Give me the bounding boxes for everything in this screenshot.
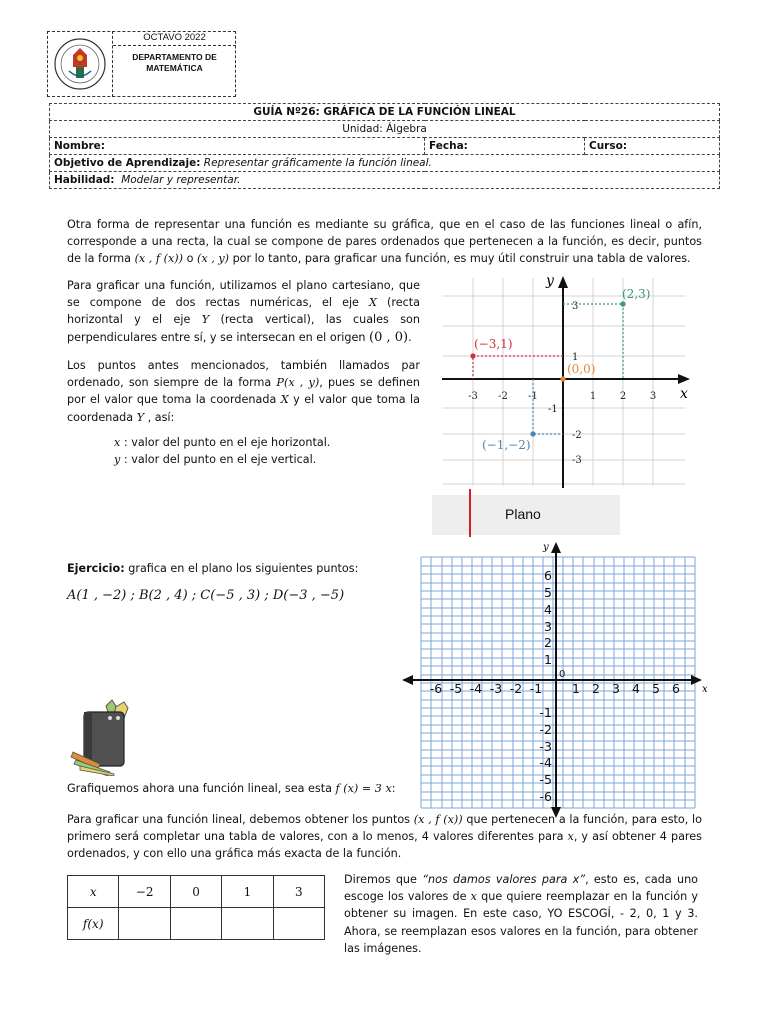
values-table-cell: x xyxy=(68,876,119,908)
p3-math-point: P(x , y) xyxy=(276,376,320,390)
choose-values-paragraph xyxy=(344,871,698,957)
values-table-cell: 3 xyxy=(273,876,324,908)
p1-text-c: por lo tanto, para graficar una función, es muy útil construir una tabla de valores. xyxy=(229,252,691,266)
p4-x: x xyxy=(567,830,574,844)
p2-origin: (0 , 0) xyxy=(369,329,409,345)
values-table-input-cell[interactable] xyxy=(273,908,324,940)
values-table xyxy=(67,875,325,940)
example-y-tick: -3 xyxy=(572,455,582,466)
exercise-y-tick: 3 xyxy=(544,619,552,634)
notebook-pencils-icon xyxy=(70,698,142,776)
year-label: OCTAVO 2022 xyxy=(113,31,236,46)
p2-text-c: (recta vertical), las cuales son perpendiculares entre sí, y se intersecan en el origen xyxy=(67,313,420,344)
def-x-var: x xyxy=(114,436,121,449)
exercise-y-tick: -5 xyxy=(539,772,552,787)
p1-text-a: Otra forma de representar una función es mediante su gráfica, que en el caso de las funciones lineal o afín, corresponde a una recta, la cual se compone de pares ordenados que pertenecen a la función, es decir, puntos de la forma xyxy=(67,218,702,266)
graf-text-a: Grafiquemos ahora una función lineal, sea esta xyxy=(67,782,336,795)
exercise-y-tick: -2 xyxy=(539,722,552,737)
exercise-origin-label: 0 xyxy=(559,669,566,680)
exercise-x-tick: 2 xyxy=(592,681,600,696)
p4-text-a: Para graficar una función lineal, debemos obtener los puntos xyxy=(67,813,414,826)
values-table-input-cell[interactable] xyxy=(222,908,273,940)
example-x-tick: 3 xyxy=(649,391,657,402)
exercise-x-tick: -5 xyxy=(449,681,463,696)
exercise-y-tick: 4 xyxy=(544,602,552,617)
function-intro xyxy=(67,782,396,795)
exercise-x-tick: -6 xyxy=(429,681,443,696)
example-x-label: x xyxy=(680,386,688,402)
name-field[interactable]: Nombre: xyxy=(50,138,425,155)
exercise-y-tick: 5 xyxy=(544,585,552,600)
p2-text-a: Para graficar una función, utilizamos el plano cartesiano, que se compone de dos rectas numéricas, el eje xyxy=(67,279,420,310)
exercise-y-tick: 6 xyxy=(544,568,552,583)
ordered-pair-paragraph xyxy=(67,357,420,426)
values-table-cell: 1 xyxy=(222,876,273,908)
p3-x: X xyxy=(280,393,289,407)
values-table-cell: 0 xyxy=(170,876,221,908)
unit-label: Unidad: Álgebra xyxy=(50,121,720,138)
exercise-x-tick: 3 xyxy=(612,681,620,696)
p5-text-b: , esto es, cada uno escoge los valores de xyxy=(344,873,699,904)
graf-text-b: : xyxy=(391,782,396,795)
example-y-label: y xyxy=(546,273,554,289)
p1-text-b: o xyxy=(183,252,197,266)
department-label: DEPARTAMENTO DE MATEMÁTICA xyxy=(132,52,217,73)
exercise-x-tick: -3 xyxy=(489,681,503,696)
p3-text-c: y el valor que toma la coordenada xyxy=(67,393,420,424)
date-field[interactable]: Fecha: xyxy=(425,138,585,155)
p5-text-c: que quiere reemplazar en la función y obtener su imagen. En este caso, YO ESCOGÍ, - 2, 0, 1 y 3. Ahora, se reemplazan esos valores en la función, para obtener las imágenes. xyxy=(344,890,698,955)
def-x-line xyxy=(114,436,330,449)
exercise-x-tick: -1 xyxy=(529,681,543,696)
example-y-tick: 1 xyxy=(572,352,579,363)
exercise-instruction xyxy=(67,562,358,575)
exercise-label: Ejercicio: xyxy=(67,562,125,575)
example-point xyxy=(560,376,565,381)
exercise-y-tick: 2 xyxy=(544,635,552,650)
x-arrow-icon xyxy=(678,374,690,384)
exercise-x-tick: -2 xyxy=(509,681,523,696)
p4-text-b: que pertenecen a la función, para esto, lo primero será completar una tabla de valores, con a lo menos, 4 valores diferentes para xyxy=(67,813,702,844)
values-table-input-cell[interactable] xyxy=(119,908,170,940)
school-logo xyxy=(47,31,113,97)
exercise-y-label: y xyxy=(543,542,549,553)
p3-text-a: Los puntos antes mencionados, también llamados par ordenado, son siempre de la forma xyxy=(67,359,420,390)
example-point-label: (−3,1) xyxy=(474,337,513,351)
def-x-text: : valor del punto en el eje horizontal. xyxy=(120,436,331,449)
example-x-tick: 2 xyxy=(619,391,627,402)
p4-text-c: , y así obtener 4 pares ordenados, y con ello una gráfica más exacta de la función. xyxy=(67,830,702,861)
exercise-y-tick: -3 xyxy=(539,739,552,754)
y-arrow-icon xyxy=(551,542,561,553)
guide-m3-1 xyxy=(473,356,563,379)
values-table-row-label: f(x) xyxy=(68,908,119,940)
example-y-tick: 3 xyxy=(572,301,579,312)
example-x-tick: 1 xyxy=(589,391,597,402)
p2-y-axis: Y xyxy=(201,313,210,327)
plano-caption-marker xyxy=(469,489,471,537)
value-table-paragraph xyxy=(67,811,702,863)
exercise-points: A(1 , −2) ; B(2 , 4) ; C(−5 , 3) ; D(−3 , −5) xyxy=(67,588,345,603)
values-table-input-cell[interactable] xyxy=(170,908,221,940)
skill-row xyxy=(50,172,720,189)
x-left-arrow-icon xyxy=(402,675,413,685)
example-point-label: (0,0) xyxy=(567,362,596,376)
example-x-tick: -1 xyxy=(528,391,538,402)
example-point xyxy=(470,353,475,358)
exercise-y-tick: 1 xyxy=(544,652,552,667)
p5-text-a: Diremos que xyxy=(344,873,423,886)
exercise-cartesian-grid[interactable] xyxy=(400,538,720,820)
cartesian-plane-paragraph xyxy=(67,277,420,346)
x-arrow-icon xyxy=(691,675,702,685)
example-point-label: (−1,−2) xyxy=(482,438,531,452)
skill-label: Habilidad: xyxy=(54,173,115,186)
exercise-y-tick: -6 xyxy=(539,789,552,804)
values-table-cell: −2 xyxy=(119,876,170,908)
objective-text: Representar gráficamente la función lineal. xyxy=(203,156,432,169)
exercise-x-tick: -4 xyxy=(469,681,483,696)
def-y-var: y xyxy=(114,453,121,466)
p3-text-b: , pues se definen por el valor que toma la coordenada xyxy=(67,376,420,407)
objective-row xyxy=(50,155,720,172)
def-y-line xyxy=(114,453,316,466)
def-y-text: : valor del punto en el eje vertical. xyxy=(120,453,317,466)
example-y-tick: -2 xyxy=(572,430,582,441)
p5-quote: “nos damos valores para x” xyxy=(422,873,586,886)
intro-paragraph xyxy=(67,216,702,268)
example-x-tick: -3 xyxy=(468,391,478,402)
course-field[interactable]: Curso: xyxy=(585,138,720,155)
exercise-y-tick: -4 xyxy=(539,755,552,770)
p5-x: x xyxy=(470,890,477,904)
plano-caption: Plano xyxy=(505,506,541,522)
values-table-fx-row xyxy=(68,908,325,940)
example-x-tick: -2 xyxy=(498,391,508,402)
p4-math-pair: (x , f (x)) xyxy=(413,813,463,826)
exercise-x-tick: 1 xyxy=(572,681,580,696)
p2-x-axis: X xyxy=(368,296,377,310)
p3-text-d: , así: xyxy=(144,410,175,424)
p2-text-d: . xyxy=(408,330,412,344)
function-formula: f (x) = 3 x xyxy=(335,782,392,795)
p1-math-xy: (x , y) xyxy=(196,252,230,266)
example-point-label: (2,3) xyxy=(622,287,651,301)
exercise-x-tick: 5 xyxy=(652,681,660,696)
exercise-text: grafica en el plano los siguientes puntos: xyxy=(124,562,359,575)
example-y-tick: -1 xyxy=(548,404,558,415)
skill-text: Modelar y representar. xyxy=(121,173,241,186)
example-point xyxy=(530,431,535,436)
exercise-x-tick: 4 xyxy=(632,681,640,696)
example-point xyxy=(620,301,625,306)
example-cartesian-graph xyxy=(440,268,700,490)
guide-info-table xyxy=(49,103,720,189)
p3-y: Y xyxy=(136,410,145,424)
p1-math-pair: (x , f (x)) xyxy=(134,252,184,266)
exercise-y-tick: -1 xyxy=(539,705,552,720)
exercise-x-tick: 6 xyxy=(672,681,680,696)
school-logo-cell xyxy=(47,31,113,97)
objective-label: Objetivo de Aprendizaje: xyxy=(54,156,201,169)
y-arrow-icon xyxy=(558,276,568,288)
exercise-x-label: x xyxy=(702,684,708,695)
values-table-header-row xyxy=(68,876,325,908)
guide-title: GUÍA Nº26: GRÁFICA DE LA FUNCIÓN LINEAL xyxy=(50,104,720,121)
p2-text-b: (recta horizontal y el eje xyxy=(67,296,420,327)
